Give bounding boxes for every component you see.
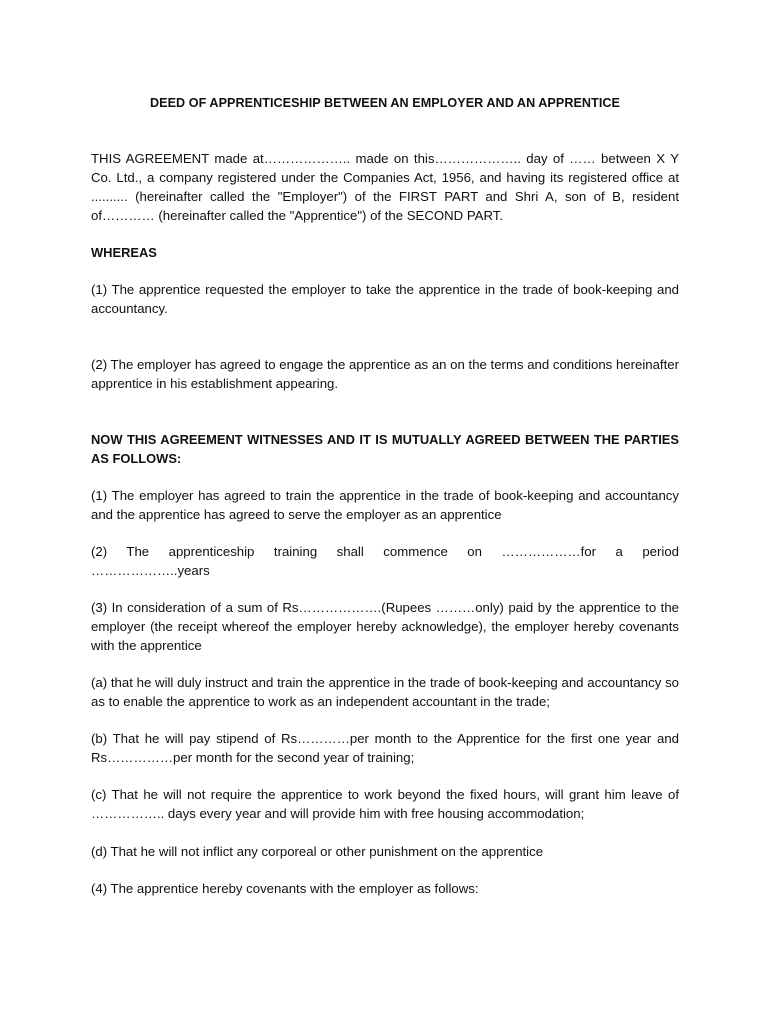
clause-3d: (d) That he will not inflict any corporeal or other punishment on the apprentice — [91, 844, 544, 859]
whereas-heading: WHEREAS — [91, 245, 157, 260]
document-title: DEED OF APPRENTICESHIP BETWEEN AN EMPLOYER AND AN APPRENTICE — [150, 96, 620, 110]
clause-1: (1) The employer has agreed to train the apprentice in the trade of book-keeping and accountancy and the apprentice has agreed to serve the employer as an apprentice — [91, 488, 679, 522]
clause-3: (3) In consideration of a sum of Rs……………….(Rupees ………only) paid by the apprentice to the employer (the receipt whereof the employer hereby acknowledge), the employer hereby covenants with the apprentice — [91, 600, 679, 653]
clause-3a: (a) that he will duly instruct and train the apprentice in the trade of book-keeping and accountancy so as to enable the apprentice to work as an independent accountant in the trade; — [91, 675, 679, 709]
clause-2 — [91, 542, 679, 580]
agreement-intro-paragraph: THIS AGREEMENT made at……………….. made on this……………….. day of …… between X Y Co. Ltd., a company registered under the Companies Act, 1956, and having its registered office at .......... (hereinafter called the "Employer") of the FIRST PART and Shri A, son of B, resident of………… (hereinafter called the "Apprentice") of the SECOND PART. — [91, 151, 679, 223]
whereas-recital-1: (1) The apprentice requested the employer to take the apprentice in the trade of book-keeping and accountancy. — [91, 282, 679, 316]
clause-3c: (c) That he will not require the apprentice to work beyond the fixed hours, will grant him leave of …………….. days every year and will provide him with free housing accommodation; — [91, 787, 679, 821]
clause-2-line-1: (2) The apprenticeship training shall commence on ………………for a period — [91, 544, 679, 559]
whereas-recital-2: (2) The employer has agreed to engage the apprentice as an on the terms and conditions hereinafter apprentice in his establishment appearing. — [91, 357, 679, 391]
clause-2-line-2: ………………..years — [91, 563, 210, 578]
clause-4: (4) The apprentice hereby covenants with the employer as follows: — [91, 881, 479, 896]
clause-3b: (b) That he will pay stipend of Rs…………per month to the Apprentice for the first one year and Rs……………per month for the second year of training; — [91, 731, 679, 765]
witnesses-heading: NOW THIS AGREEMENT WITNESSES AND IT IS MUTUALLY AGREED BETWEEN THE PARTIES AS FOLLOWS: — [91, 432, 679, 466]
